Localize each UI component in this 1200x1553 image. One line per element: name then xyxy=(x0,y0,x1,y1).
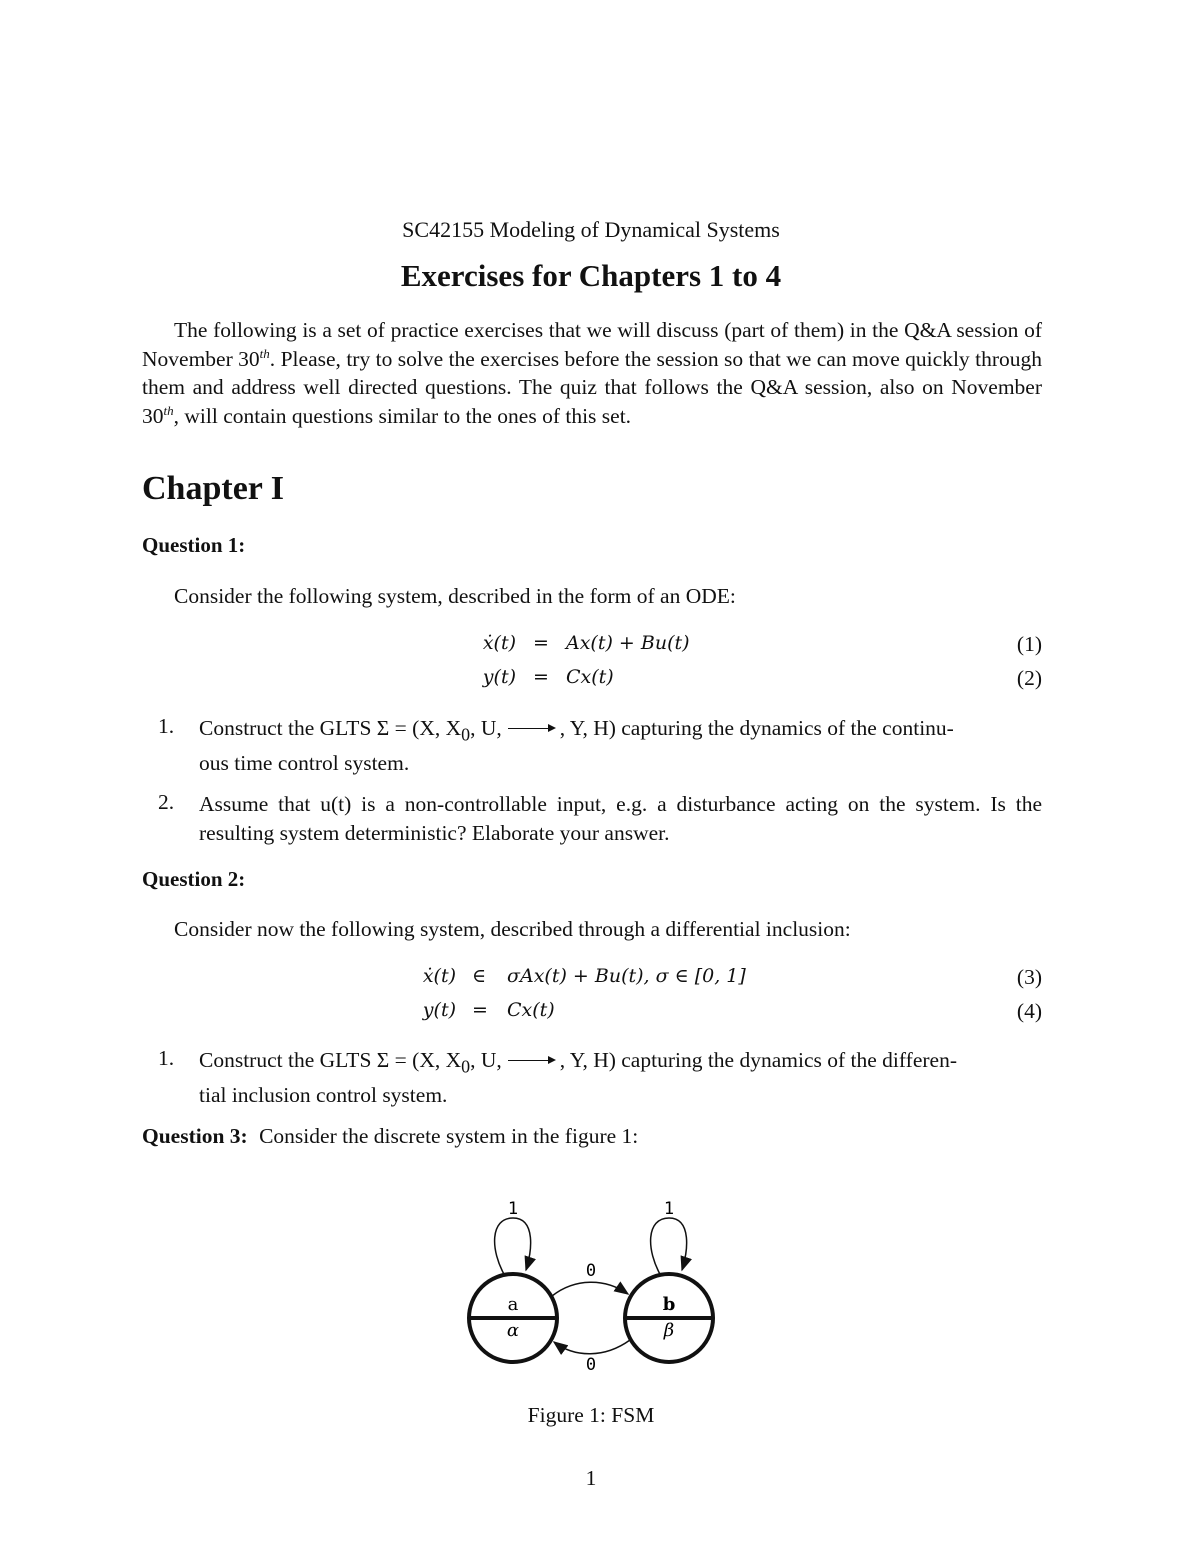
q2-item-1-line2: tial inclusion control system. xyxy=(199,1083,448,1108)
q2-item-1-mid: , U, xyxy=(470,1048,502,1072)
edge-b-to-a-label: 0 xyxy=(585,1355,597,1375)
intro-text-3: , will contain questions similar to the ones of this set. xyxy=(173,403,632,428)
eq2-number: (2) xyxy=(1016,666,1042,690)
eq2-op: = xyxy=(533,666,549,688)
figure-caption: Figure 1: FSM xyxy=(527,1403,655,1427)
edge-a-to-b-label: 0 xyxy=(585,1261,597,1281)
intro-text-2: . Please, try to solve the exercises before the session so that we can move quickly through them and address well directed questions. The quiz that follows the Q&A session, also on November 30 xyxy=(142,346,1042,428)
q1-item-1-sub: 0 xyxy=(461,724,471,745)
q1-item-1-pre: Construct the GLTS Σ = (X, X xyxy=(199,716,462,740)
state-b-output: β xyxy=(663,1320,675,1341)
eq3-number: (3) xyxy=(1016,965,1042,989)
eq4-lhs: y(t) xyxy=(422,999,456,1021)
page-number: 1 xyxy=(585,1466,597,1490)
chapter-title: Chapter I xyxy=(142,470,284,507)
question-3-text: Consider the discrete system in the figure 1: xyxy=(259,1124,639,1148)
q1-item-2-text: Assume that u(t) is a non-controllable input, e.g. a disturbance acting on the system. Is the resulting system deterministic? Elaborate your answer. xyxy=(199,792,1042,845)
q2-item-1-text xyxy=(199,1046,1042,1110)
edge-b-to-a xyxy=(554,1340,630,1354)
edge-a-to-b xyxy=(552,1282,628,1296)
eq3-rhs: σAx(t) + Bu(t), σ ∈ [0, 1] xyxy=(507,965,746,987)
question-1-heading: Question 1: xyxy=(142,533,246,557)
state-b xyxy=(625,1274,713,1362)
q2-item-1-pre: Construct the GLTS Σ = (X, X xyxy=(199,1048,462,1072)
state-a-output: α xyxy=(506,1320,520,1341)
question-2-heading: Question 2: xyxy=(142,867,246,891)
state-a-name: a xyxy=(507,1294,519,1315)
q1-item-1-post: , Y, H) capturing the dynamics of the continu- xyxy=(559,716,954,740)
eq4-rhs: Cx(t) xyxy=(507,999,555,1021)
eq2-rhs: Cx(t) xyxy=(566,666,614,688)
transition-arrow-icon xyxy=(508,728,554,729)
course-name: SC42155 Modeling of Dynamical Systems xyxy=(402,217,780,242)
q1-item-1-mid: , U, xyxy=(470,716,502,740)
intro-sup-2: th xyxy=(163,402,174,418)
intro-sup-1: th xyxy=(259,345,270,361)
self-loop-a xyxy=(495,1218,531,1276)
transition-arrow-icon xyxy=(508,1060,554,1061)
q2-item-1-post: , Y, H) capturing the dynamics of the differen- xyxy=(559,1048,957,1072)
eq4-op: = xyxy=(472,999,488,1021)
question-3-heading: Question 3: xyxy=(142,1124,248,1148)
intro-text-1: The following is a set of practice exercises that we will discuss (part of them) in the Q&A session of November 30 xyxy=(142,318,1042,371)
q1-item-1-number: 1. xyxy=(158,714,175,738)
eq1-lhs: ẋ(t) xyxy=(482,632,516,654)
q1-item-1-line2: ous time control system. xyxy=(199,751,410,776)
state-a xyxy=(469,1274,557,1362)
eq2-lhs: y(t) xyxy=(482,666,516,688)
question-2-text: Consider now the following system, described through a differential inclusion: xyxy=(174,917,851,941)
q2-item-1-number: 1. xyxy=(158,1046,175,1070)
fsm-diagram xyxy=(440,1190,760,1380)
eq3-op: ∈ xyxy=(472,965,487,987)
self-loop-a-label: 1 xyxy=(507,1199,519,1219)
q1-item-1-text xyxy=(199,714,1042,778)
q1-item-2-number: 2. xyxy=(158,790,175,814)
eq1-rhs: Ax(t) + Bu(t) xyxy=(566,632,690,654)
q2-item-1-sub: 0 xyxy=(461,1056,471,1077)
eq4-number: (4) xyxy=(1016,999,1042,1023)
eq1-number: (1) xyxy=(1016,632,1042,656)
document-title: Exercises for Chapters 1 to 4 xyxy=(400,258,782,293)
eq3-lhs: ẋ(t) xyxy=(422,965,456,987)
question-1-text: Consider the following system, described in the form of an ODE: xyxy=(174,584,736,608)
self-loop-b-label: 1 xyxy=(663,1199,675,1219)
question-3-line xyxy=(142,1124,638,1149)
self-loop-b xyxy=(651,1218,687,1276)
eq1-op: = xyxy=(533,632,549,654)
intro-paragraph xyxy=(142,316,1042,430)
state-b-name: b xyxy=(662,1294,676,1315)
